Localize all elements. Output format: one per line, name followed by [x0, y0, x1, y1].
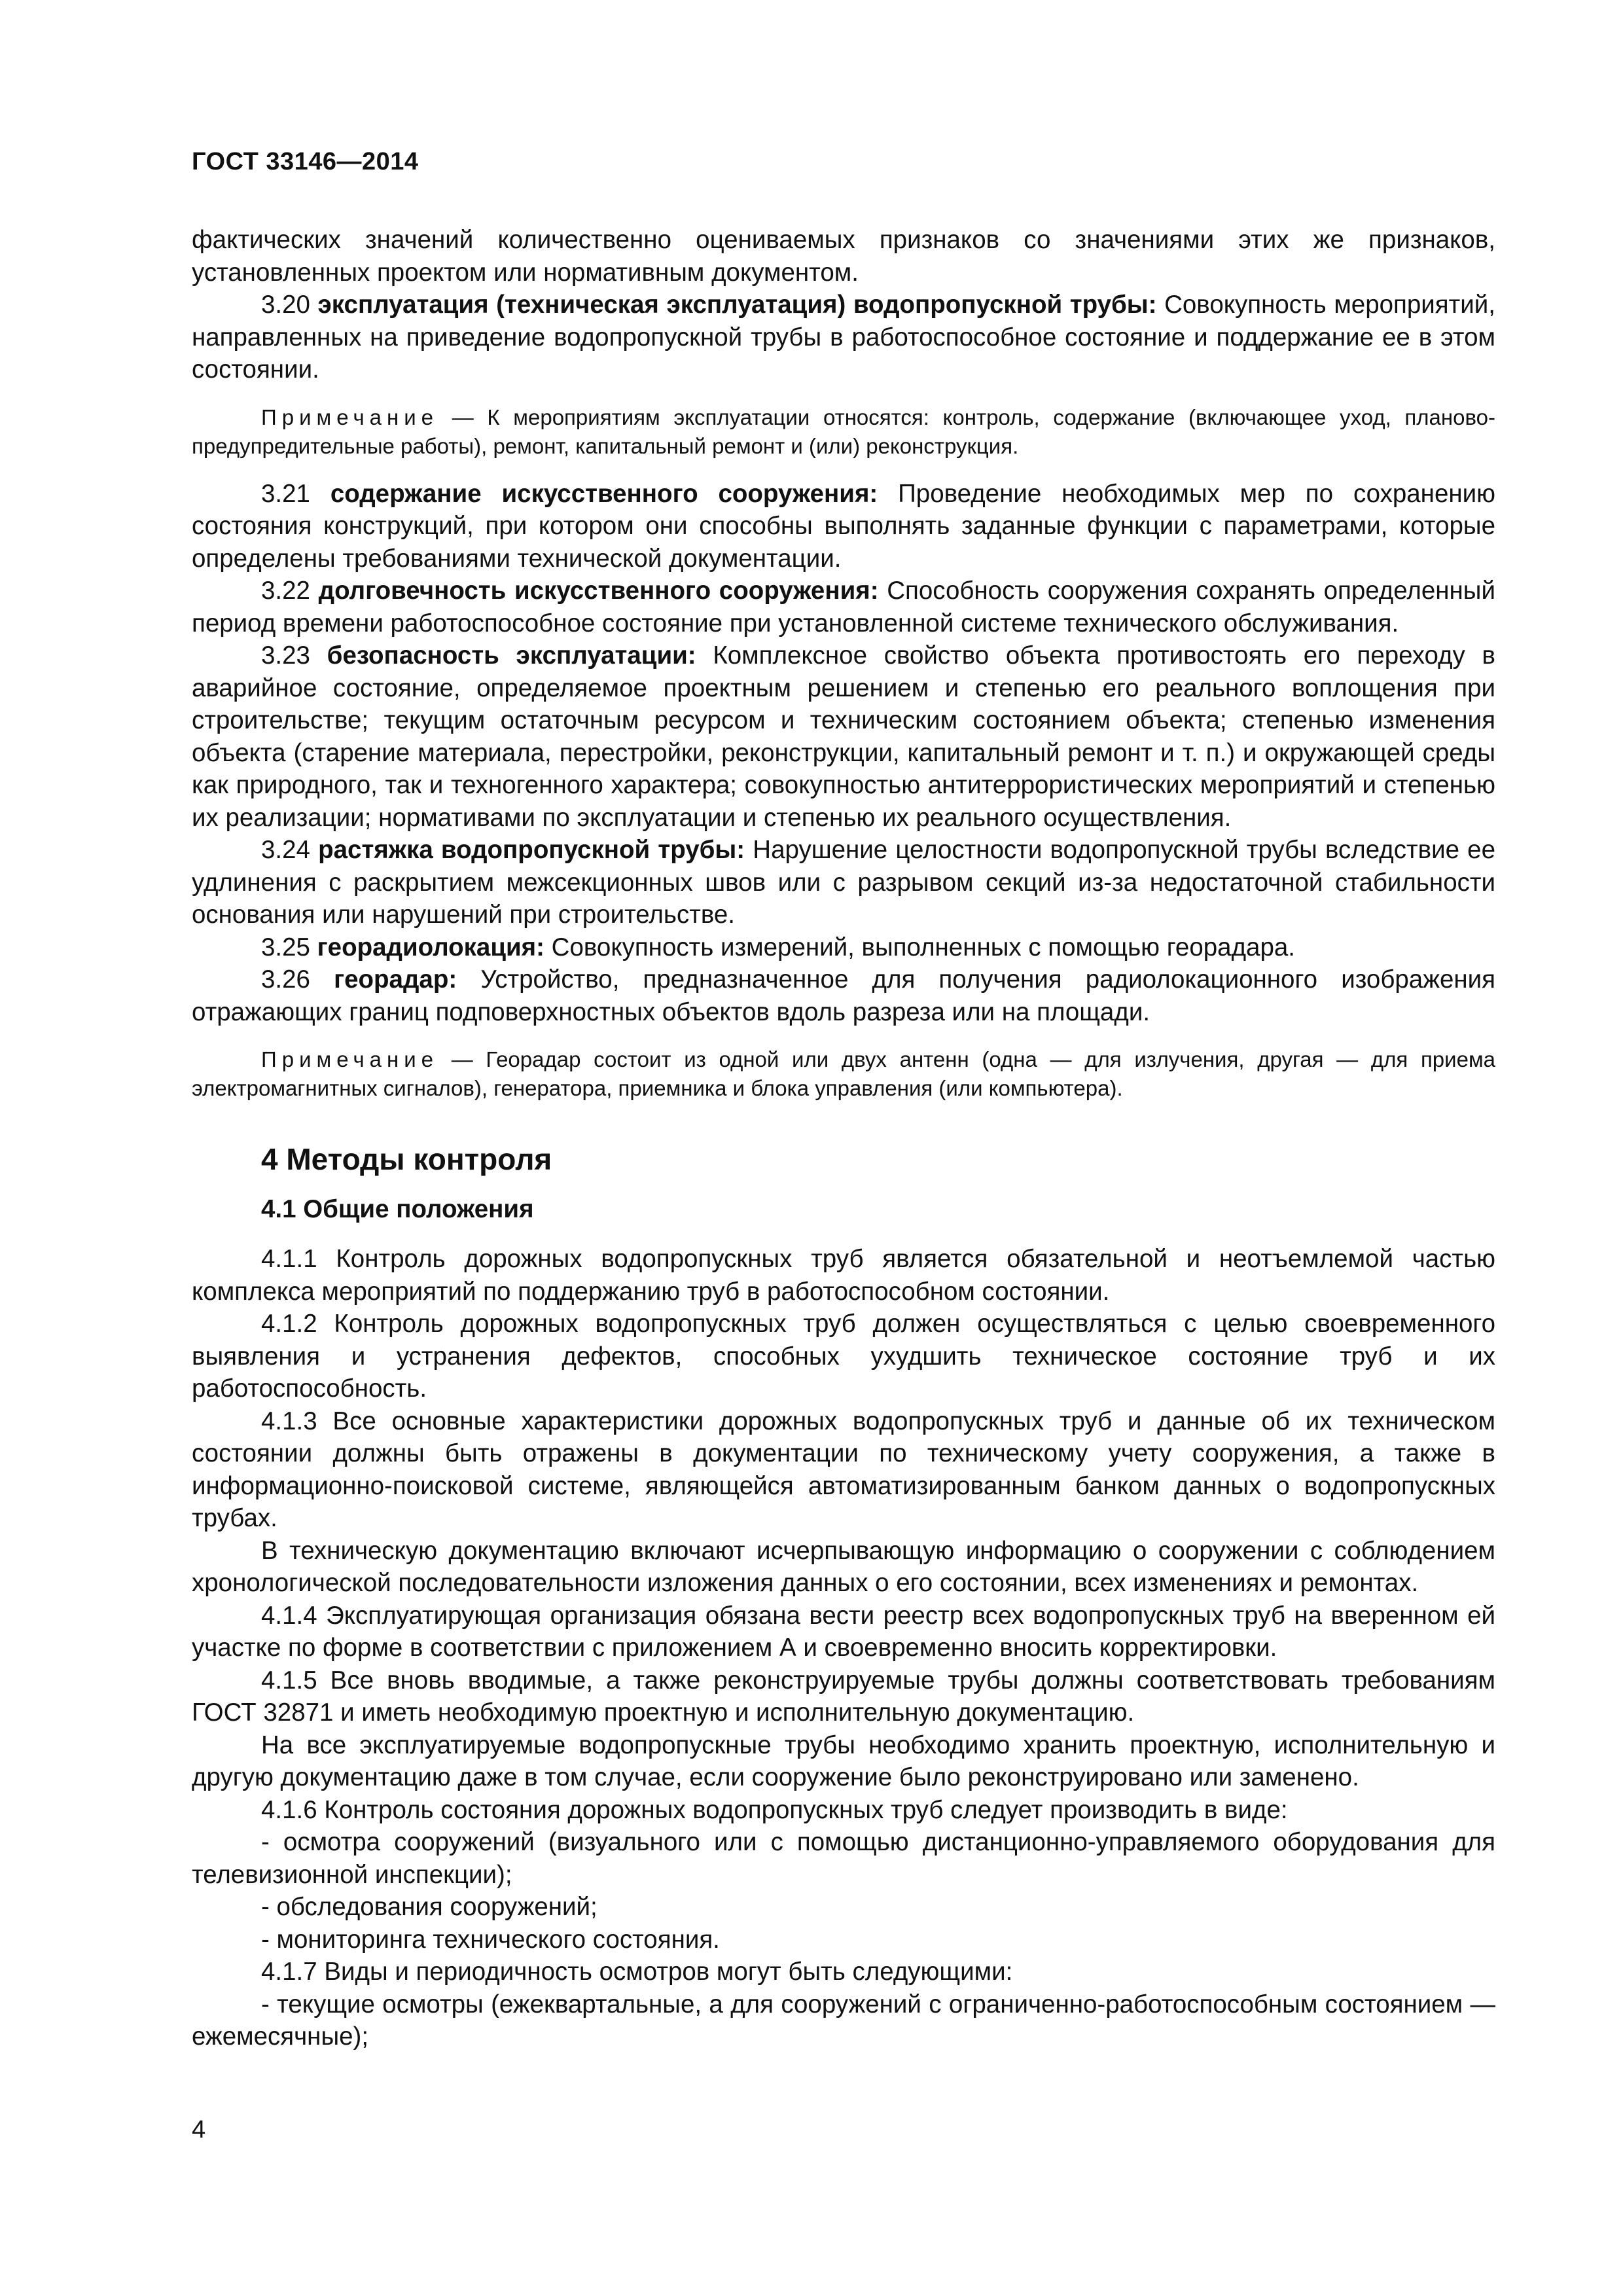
- definition-text: Совокупность мероприятий, направленных на приведение водопропускной трубы в работоспособное состояние и поддержание ее в этом состоянии.: [192, 291, 1495, 384]
- list-item: - обследования сооружений;: [261, 1893, 597, 1921]
- term-bold: эксплуатация (техническая эксплуатация) водопропускной трубы:: [317, 291, 1157, 319]
- note-text: — Георадар состоит из одной или двух антенн (одна — для излучения, другая — для приема электромагнитных сигналов), генератора, приемника и блока управления (или компьютера).: [192, 1047, 1495, 1100]
- definition-text: Нарушение целостности водопропускной трубы вследствие ее удлинения с раскрытием межсекционных швов или с разрывом секций из-за недостаточной стабильности основания или нарушений при строительстве.: [192, 836, 1495, 929]
- clause-4-1-5: 4.1.5 Все вновь вводимые, а также реконструируемые трубы должны соответствовать требованиям ГОСТ 32871 и иметь необходимую проектную и исполнительную документацию.: [192, 1666, 1495, 1727]
- definition-text: Комплексное свойство объекта противостоять его переходу в аварийное состояние, определяемое проектным решением и степенью его реального воплощения при строительстве; текущим остаточным ресурсом и техническим состоянием объекта; степенью изменения объекта (старение материала, перестройки, реконструкции, капитальный ремонт и т. п.) и окружающей среды как природного, так и техногенного характера; совокупностью антитеррористических мероприятий и степенью их реализации; нормативами по эксплуатации и степенью их реального осуществления.: [192, 641, 1495, 832]
- note-1: [192, 403, 1495, 461]
- term-bold: растяжка водопропускной трубы:: [318, 836, 745, 864]
- definition-text: Способность сооружения сохранять определенный период времени работоспособное состояние при установленной системе технического обслуживания.: [192, 577, 1495, 637]
- definition-text: Устройство, предназначенное для получения радиолокационного изображения отражающих границ подповерхностных объектов вдоль разреза или на площади.: [192, 965, 1495, 1026]
- clause-number: 3.24: [261, 836, 319, 864]
- clause-number: 3.21: [261, 479, 330, 508]
- clause-3-23: [192, 639, 1495, 834]
- clause-3-25: [192, 931, 1495, 964]
- clause-4-1-6: 4.1.6 Контроль состояния дорожных водопропускных труб следует производить в виде:: [261, 1795, 1288, 1824]
- list-item: - текущие осмотры (ежеквартальные, а для сооружений с ограниченно-работоспособным состоянием — ежемесячные);: [192, 1990, 1495, 2051]
- page-number: 4: [192, 2116, 206, 2144]
- clause-4-1-4: 4.1.4 Эксплуатирующая организация обязана вести реестр всех водопропускных труб на вверенном ей участке по форме в соответствии с приложением А и своевременно вносить корректировки.: [192, 1601, 1495, 1662]
- clause-3-20: [192, 289, 1495, 386]
- term-bold: георадиолокация:: [317, 933, 544, 961]
- section-heading: 4 Методы контроля: [261, 1142, 552, 1176]
- clause-3-24: [192, 834, 1495, 931]
- clause-4-1-3-continuation: В техническую документацию включают исчерпывающую информацию о сооружении с соблюдением хронологической последовательности изложения данных о его состоянии, всех изменениях и ремонтах.: [192, 1536, 1495, 1597]
- clause-number: 3.26: [261, 965, 334, 994]
- term-bold: георадар:: [334, 965, 457, 994]
- note-2: [192, 1045, 1495, 1103]
- clause-number: 3.25: [261, 933, 317, 961]
- clause-4-1-5-continuation: На все эксплуатируемые водопропускные трубы необходимо хранить проектную, исполнительную и другую документацию даже в том случае, если сооружение было реконструировано или заменено.: [192, 1731, 1495, 1791]
- note-text: — К мероприятиям эксплуатации относятся: контроль, содержание (включающее уход, планово-предупредительные работы), ремонт, капитальный ремонт и (или) реконструкция.: [192, 404, 1495, 458]
- list-item: - мониторинга технического состояния.: [261, 1925, 720, 1954]
- clause-4-1-2: 4.1.2 Контроль дорожных водопропускных труб должен осуществляться с целью своевременного выявления и устранения дефектов, способных ухудшить техническое состояние труб и их работоспособность.: [192, 1310, 1495, 1403]
- definition-text: Совокупность измерений, выполненных с помощью георадара.: [544, 933, 1295, 961]
- definition-text: Проведение необходимых мер по сохранению состояния конструкций, при котором они способны выполнять заданные функции с параметрами, которые определены требованиями технической документации.: [192, 479, 1495, 573]
- term-bold: содержание искусственного сооружения:: [330, 479, 878, 508]
- term-bold: безопасность эксплуатации:: [327, 641, 696, 670]
- list-item: - осмотра сооружений (визуального или с помощью дистанционно-управляемого оборудования для телевизионной инспекции);: [192, 1828, 1495, 1889]
- clause-number: 3.22: [261, 577, 319, 605]
- clause-4-1-7: 4.1.7 Виды и периодичность осмотров могут быть следующими:: [261, 1958, 1013, 1986]
- subsection-heading: 4.1 Общие положения: [261, 1195, 534, 1223]
- clause-number: 3.23: [261, 641, 327, 670]
- document-code-header: ГОСТ 33146—2014: [192, 148, 419, 175]
- clause-3-21: [192, 478, 1495, 575]
- note-label: Примечание: [261, 404, 439, 429]
- term-bold: долговечность искусственного сооружения:: [318, 577, 879, 605]
- clause-number: 3.20: [261, 291, 318, 319]
- paragraph-continuation: фактических значений количественно оцениваемых признаков со значениями этих же признаков, установленных проектом или нормативным документом.: [192, 226, 1495, 287]
- clause-3-22: [192, 575, 1495, 639]
- clause-4-1-1: 4.1.1 Контроль дорожных водопропускных труб является обязательной и неотъемлемой частью комплекса мероприятий по поддержанию труб в работоспособном состоянии.: [192, 1245, 1495, 1306]
- clause-3-26: [192, 963, 1495, 1028]
- clause-4-1-3: 4.1.3 Все основные характеристики дорожных водопропускных труб и данные об их техническом состоянии должны быть отражены в документации по техническому учету сооружения, а также в информационно-поисковой системе, являющейся автоматизированным банком данных о водопропускных трубах.: [192, 1407, 1495, 1532]
- note-label: Примечание: [261, 1047, 439, 1071]
- page-content: [192, 224, 1495, 2053]
